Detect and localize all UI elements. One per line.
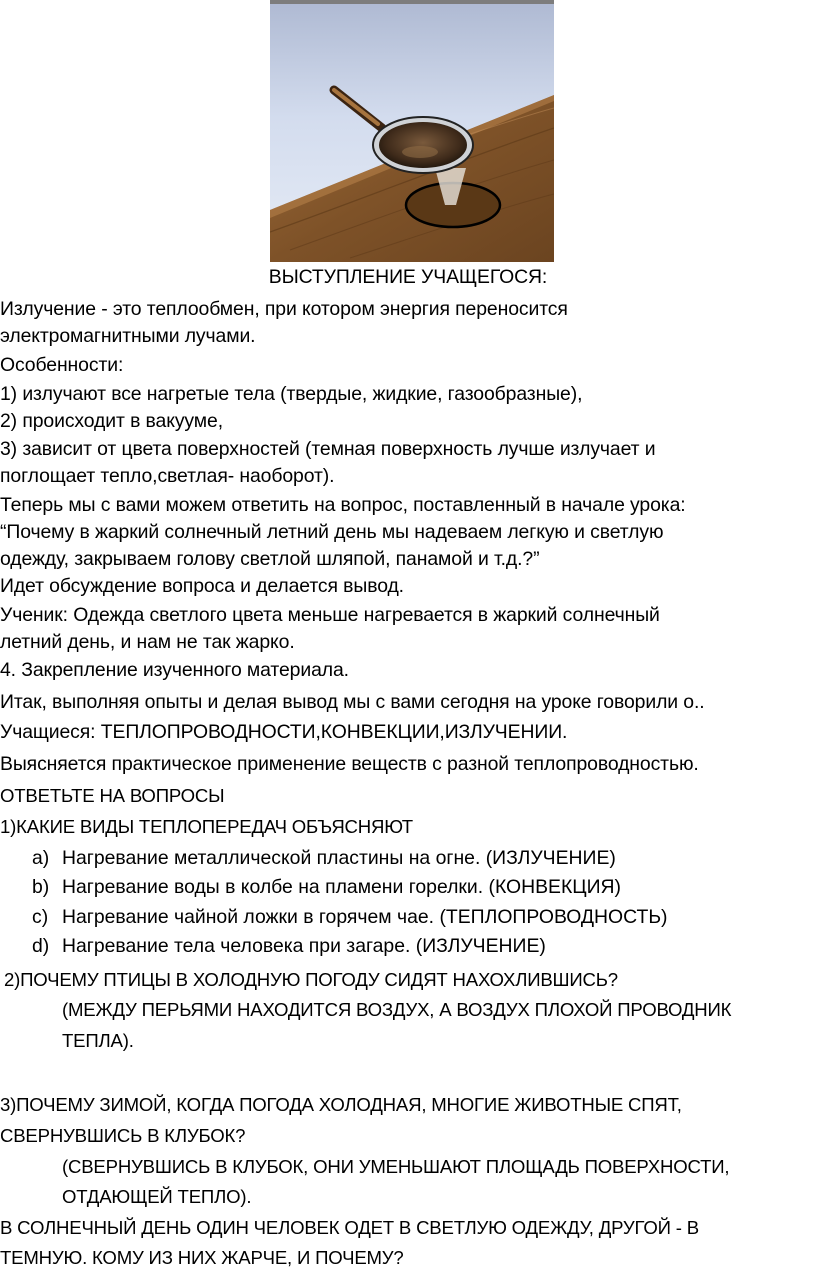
text-line: Ученик: Одежда светлого цвета меньше нагревается в жаркий солнечный [0, 604, 660, 626]
list-item: Нагревание металлической пластины на огне. (ИЗЛУЧЕНИЕ) [62, 847, 616, 869]
text-line: летний день, и нам не так жарко. [0, 631, 295, 653]
text-line: 1) излучают все нагретые тела (твердые, жидкие, газообразные), [0, 383, 583, 405]
question-3-answer: ОТДАЮЩЕЙ ТЕПЛО). [62, 1186, 252, 1207]
text-line: Идет обсуждение вопроса и делается вывод. [0, 575, 404, 597]
list-marker: d) [32, 935, 50, 957]
question-2-answer: (МЕЖДУ ПЕРЬЯМИ НАХОДИТСЯ ВОЗДУХ, А ВОЗДУХ ПЛОХОЙ ПРОВОДНИК [62, 999, 732, 1020]
question-1-title: 1)КАКИЕ ВИДЫ ТЕПЛОПЕРЕДАЧ ОБЪЯСНЯЮТ [0, 816, 413, 837]
questions-title: ОТВЕТЬТЕ НА ВОПРОСЫ [0, 785, 225, 806]
text-line: Итак, выполняя опыты и делая вывод мы с вами сегодня на уроке говорили о.. [0, 691, 705, 713]
text-line: Излучение - это теплообмен, при котором энергия переносится [0, 298, 568, 320]
question-4: В СОЛНЕЧНЫЙ ДЕНЬ ОДИН ЧЕЛОВЕК ОДЕТ В СВЕТЛУЮ ОДЕЖДУ, ДРУГОЙ - В [0, 1217, 699, 1238]
question-3-title: СВЕРНУВШИСЬ В КЛУБОК? [0, 1125, 246, 1146]
text-line: Выясняется практическое применение веществ с разной теплопроводностью. [0, 753, 699, 775]
frying-pan-illustration [270, 0, 554, 262]
text-line: Особенности: [0, 354, 124, 376]
text-line: “Почему в жаркий солнечный летний день мы надеваем легкую и светлую [0, 521, 664, 543]
list-item: Нагревание тела человека при загаре. (ИЗЛУЧЕНИЕ) [62, 935, 546, 957]
list-marker: c) [32, 906, 49, 928]
question-2-title: 2)ПОЧЕМУ ПТИЦЫ В ХОЛОДНУЮ ПОГОДУ СИДЯТ НАХОХЛИВШИСЬ? [4, 969, 618, 990]
list-item: Нагревание чайной ложки в горячем чае. (ТЕПЛОПРОВОДНОСТЬ) [62, 906, 668, 928]
question-2-answer: ТЕПЛА). [62, 1030, 134, 1051]
text-line: поглощает тепло,светлая- наоборот). [0, 465, 335, 487]
text-line: электромагнитными лучами. [0, 325, 256, 347]
text-line: одежду, закрываем голову светлой шляпой, панамой и т.д.?” [0, 548, 540, 570]
list-marker: b) [32, 876, 50, 898]
text-line: 3) зависит от цвета поверхностей (темная поверхность лучше излучает и [0, 438, 656, 460]
text-line: 4. Закрепление изученного материала. [0, 659, 349, 681]
question-3-answer: (СВЕРНУВШИСЬ В КЛУБОК, ОНИ УМЕНЬШАЮТ ПЛОЩАДЬ ПОВЕРХНОСТИ, [62, 1156, 730, 1177]
list-marker: a) [32, 847, 50, 869]
text-line: Теперь мы с вами можем ответить на вопрос, поставленный в начале урока: [0, 494, 686, 516]
text-line: Учащиеся: ТЕПЛОПРОВОДНОСТИ,КОНВЕКЦИИ,ИЗЛУЧЕНИИ. [0, 721, 568, 743]
question-3-title: 3)ПОЧЕМУ ЗИМОЙ, КОГДА ПОГОДА ХОЛОДНАЯ, МНОГИЕ ЖИВОТНЫЕ СПЯТ, [0, 1094, 682, 1115]
list-item: Нагревание воды в колбе на пламени горелки. (КОНВЕКЦИЯ) [62, 876, 622, 898]
question-4: ТЕМНУЮ. КОМУ ИЗ НИХ ЖАРЧЕ, И ПОЧЕМУ? [0, 1247, 404, 1268]
text-line: 2) происходит в вакууме, [0, 410, 224, 432]
speech-heading: ВЫСТУПЛЕНИЕ УЧАЩЕГОСЯ: [268, 266, 548, 288]
